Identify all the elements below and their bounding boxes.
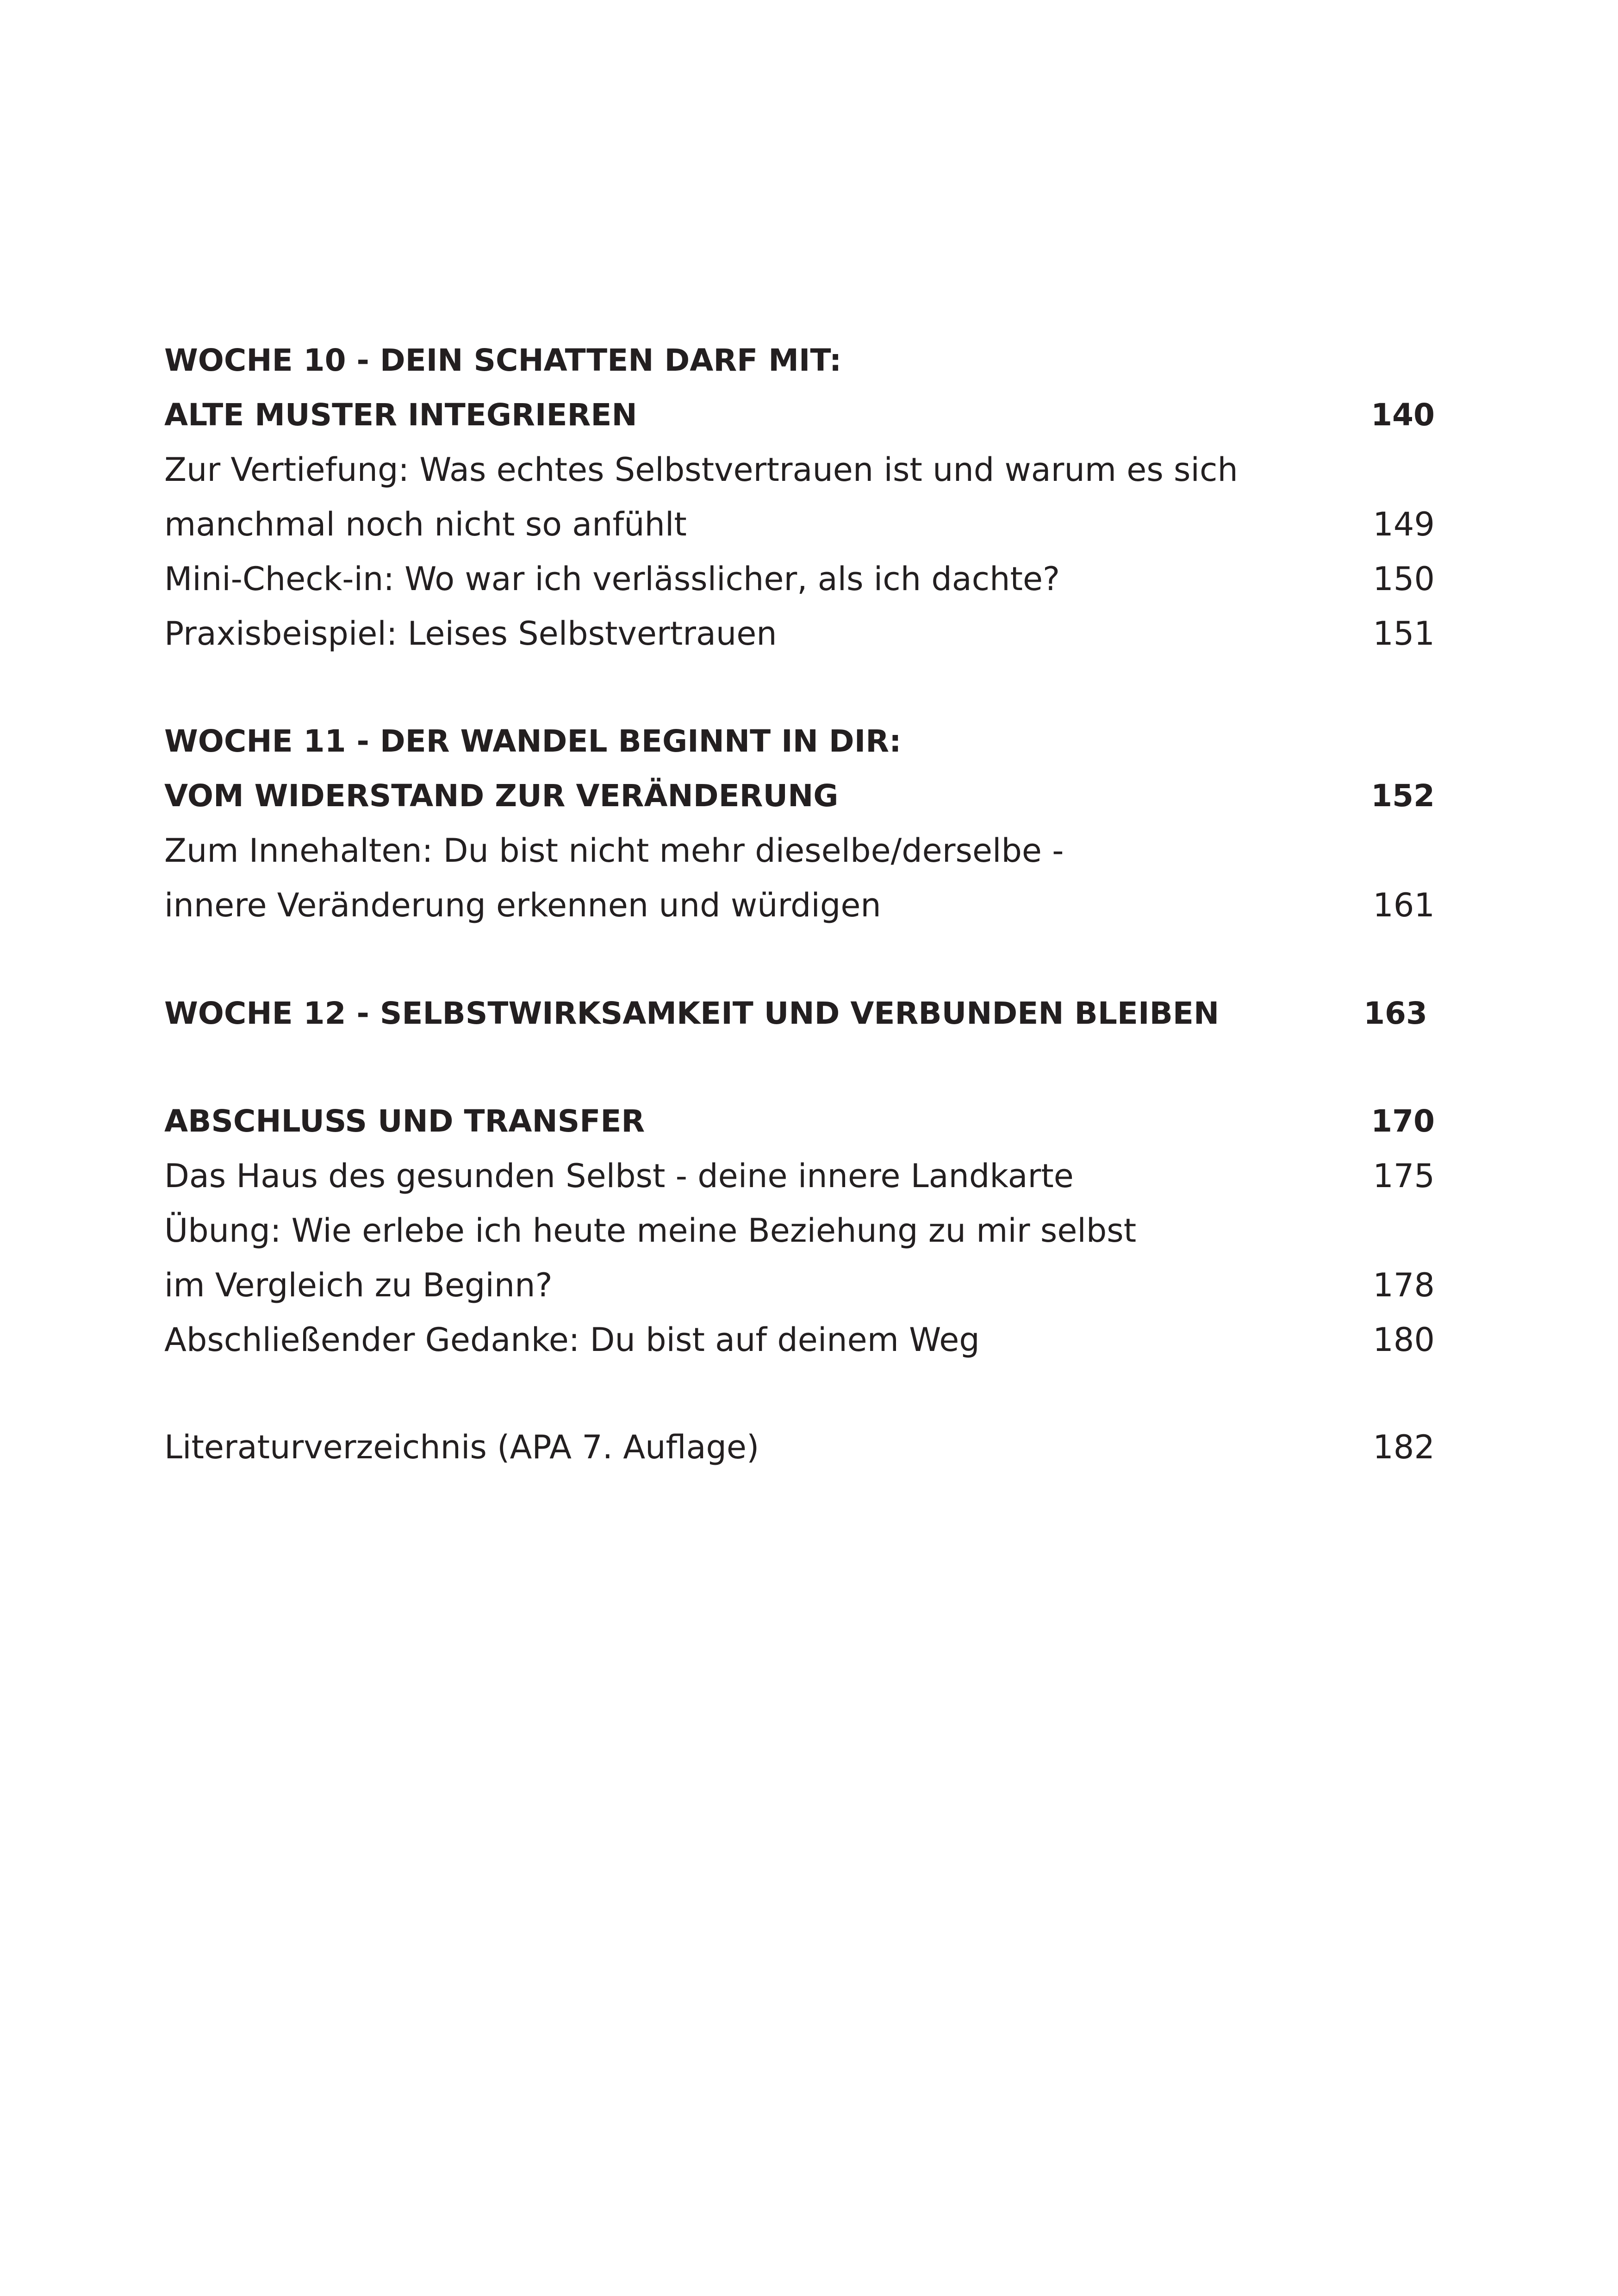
toc-page-number: 180 [1373, 1321, 1435, 1359]
toc-page-number: 150 [1373, 560, 1435, 598]
toc-page-number: 140 [1371, 397, 1435, 433]
toc-heading-text: WOCHE 11 - DER WANDEL BEGINNT IN DIR: [164, 723, 902, 759]
toc-entry-text: im Vergleich zu Beginn? [164, 1266, 553, 1304]
toc-heading-week-12 [164, 986, 1435, 1041]
toc-entry-text: Abschließender Gedanke: Du bist auf deinem Weg [164, 1321, 980, 1359]
toc-page-number: 151 [1373, 615, 1435, 653]
toc-entry-text: manchmal noch nicht so anfühlt [164, 505, 687, 543]
toc-entry-bibliography [164, 1420, 1435, 1475]
toc-heading-closing [164, 1094, 1435, 1149]
toc-entry-haus [164, 1149, 1435, 1203]
toc-entry-vertiefung-line-1 [164, 442, 1435, 497]
toc-entry-text: Literaturverzeichnis (APA 7. Auflage) [164, 1428, 759, 1466]
toc-entry-text: innere Veränderung erkennen und würdigen [164, 886, 881, 924]
toc-entry-innehalten-line-1 [164, 823, 1435, 878]
toc-heading-week-10-line-1 [164, 333, 1435, 388]
toc-entry-text: Mini-Check-in: Wo war ich verlässlicher, als ich dachte? [164, 560, 1060, 598]
toc-entry-text: Zum Innehalten: Du bist nicht mehr dieselbe/derselbe - [164, 832, 1064, 870]
toc-heading-week-10-line-2 [164, 388, 1435, 442]
toc-page-number: 152 [1371, 778, 1435, 814]
toc-page-number: 178 [1373, 1266, 1435, 1304]
toc-entry-praxisbeispiel [164, 606, 1435, 661]
toc-entry-uebung-line-1 [164, 1203, 1435, 1258]
toc-heading-text: ALTE MUSTER INTEGRIEREN [164, 397, 637, 433]
toc-entry-abschliessender-gedanke [164, 1313, 1435, 1367]
toc-entry-uebung-line-2 [164, 1258, 1435, 1313]
toc-entry-mini-check-in [164, 552, 1435, 606]
toc-heading-week-11-line-2 [164, 769, 1435, 823]
toc-heading-text: WOCHE 10 - DEIN SCHATTEN DARF MIT: [164, 342, 842, 378]
toc-page-number: 182 [1373, 1428, 1435, 1466]
toc-heading-text: VOM WIDERSTAND ZUR VERÄNDERUNG [164, 778, 839, 814]
toc-entry-innehalten-line-2 [164, 878, 1435, 933]
toc-entry-vertiefung-line-2 [164, 497, 1435, 552]
toc-entry-text: Praxisbeispiel: Leises Selbstvertrauen [164, 615, 777, 653]
toc-entry-text: Übung: Wie erlebe ich heute meine Beziehung zu mir selbst [164, 1212, 1137, 1250]
toc-page-number: 161 [1373, 886, 1435, 924]
toc-entry-text: Zur Vertiefung: Was echtes Selbstvertrauen ist und warum es sich [164, 451, 1238, 489]
toc-entry-text: Das Haus des gesunden Selbst - deine innere Landkarte [164, 1157, 1074, 1195]
toc-page-number: 163 [1363, 996, 1427, 1031]
toc-page-number: 170 [1371, 1103, 1435, 1139]
toc-heading-text: ABSCHLUSS UND TRANSFER [164, 1103, 645, 1139]
toc-page-number: 149 [1373, 505, 1435, 543]
toc-heading-text: WOCHE 12 - SELBSTWIRKSAMKEIT UND VERBUNDEN BLEIBEN [164, 996, 1220, 1031]
toc-page-number: 175 [1373, 1157, 1435, 1195]
toc-heading-week-11-line-1 [164, 714, 1435, 769]
